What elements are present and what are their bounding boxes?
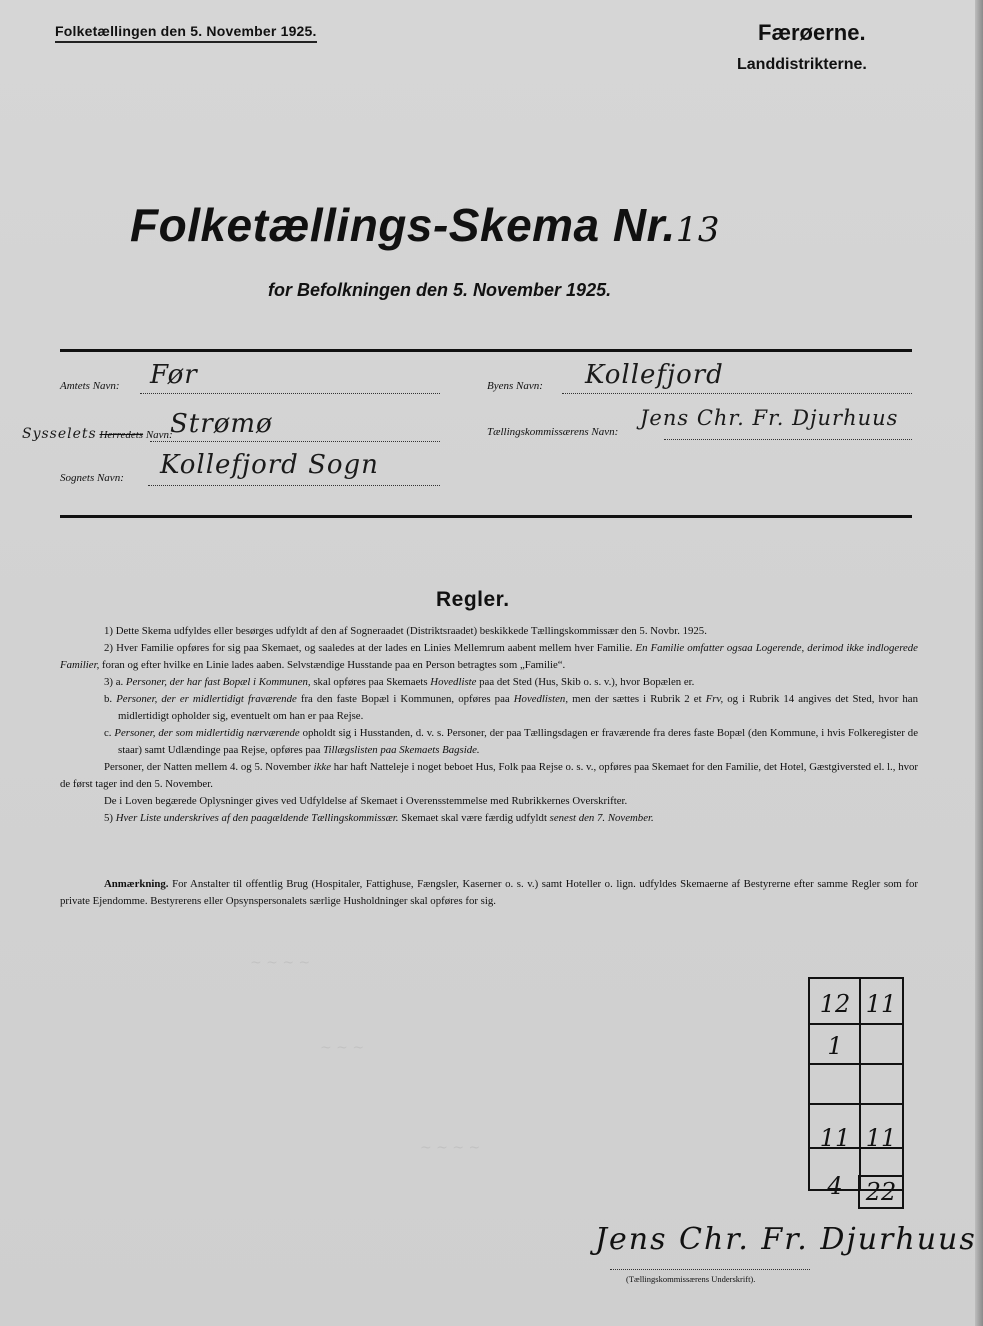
by-value: Kollefjord: [585, 360, 724, 390]
annotation-label: Anmærkning.: [104, 878, 169, 890]
rule-6-italic: Hver Liste underskrives af den paagældende Tællingskommissær.: [115, 812, 399, 824]
rule-6: [60, 810, 918, 827]
rule-3b-text-end: og i Rubrik 14 angives det Sted, hvor han midlertidigt opholder sig, eventuelt om han er paa Rejse.: [118, 693, 918, 722]
district-header: Landdistrikterne.: [737, 56, 867, 73]
bleed-through-text: ~ ~ ~ ~: [420, 1140, 481, 1156]
form-subtitle: for Befolkningen den 5. November 1925.: [268, 280, 612, 300]
kommissaer-line: [664, 438, 912, 440]
rule-3c: [60, 725, 918, 759]
amt-value: Før: [150, 360, 198, 390]
syssel-line: [150, 440, 440, 442]
rule-3c-num: c.: [104, 727, 115, 739]
rule-3a-text-end: paa det Sted (Hus, Skib o. s. v.), hvor Bopælen er.: [476, 676, 695, 688]
kommissaer-value: Jens Chr. Fr. Djurhuus: [640, 406, 899, 430]
rule-3b-italic-3: Frv,: [705, 693, 724, 705]
sogn-value: Kollefjord Sogn: [160, 450, 379, 480]
rule-3a-num: 3) a.: [104, 676, 126, 688]
amt-line: [140, 392, 440, 394]
syssel-value: Strømø: [170, 409, 273, 439]
rules-heading: Regler.: [436, 588, 510, 611]
rule-3b-text: fra den faste Bopæl i Kommunen, opføres paa: [296, 693, 514, 705]
rule-3b-italic-2: Hovedlisten,: [513, 693, 569, 705]
rule-3b-italic: Personer, der er midlertidigt fraværende: [116, 693, 297, 705]
rule-2: [60, 640, 918, 674]
region-header: Færøerne.: [758, 20, 866, 45]
by-line: [562, 392, 912, 394]
rule-2-italic: En Familie omfatter ogsaa Logerende, derimod ikke indlogerede Familier,: [60, 642, 918, 671]
rule-6-text: Skemaet skal være færdig udfyldt: [398, 812, 550, 824]
commissioner-signature: Jens Chr. Fr. Djurhuus: [595, 1222, 977, 1257]
rule-4-text-end: har haft Natteleje i noget beboet Hus, Folk paa Rejse o. s. v., opføres paa Skemaet for den Familie, det Hotel, Gæstgiversted el. l., hvor de først tager ind den 5. November.: [60, 761, 918, 790]
rule-3a-text: skal opføres paa Skemaets: [310, 676, 431, 688]
rule-3b: [60, 691, 918, 725]
tally-r2-left: 1: [827, 1032, 843, 1060]
rules-body: [60, 623, 918, 827]
sogn-label: Sognets Navn:: [60, 472, 124, 484]
syssel-struck-word: Herredets: [99, 429, 144, 441]
page-edge: [975, 0, 983, 1326]
annotation-note: [60, 876, 918, 910]
rule-2-text-end: foran og efter hvilke en Linie lades aaben. Selvstændige Husstande paa en Person betragtes som „Familie“.: [99, 659, 566, 671]
tally-row: [810, 1063, 902, 1105]
rule-3a-italic-2: Hovedliste: [430, 676, 477, 688]
tally-r4-left: 11: [819, 1124, 851, 1152]
kommissaer-label: Tællingskommissærens Navn:: [487, 426, 619, 438]
syssel-prefix-handwritten: Sysselets: [22, 426, 97, 442]
rule-4-italic: ikke: [313, 761, 332, 773]
rule-3a-italic: Personer, der har fast Bopæl i Kommunen,: [125, 676, 311, 688]
syssel-name-label: Navn:: [145, 429, 173, 441]
by-label: Byens Navn:: [487, 380, 543, 392]
form-title-text: Folketællings-Skema Nr.: [130, 199, 676, 251]
annotation-text: For Anstalter til offentlig Brug (Hospitaler, Fattighuse, Fængsler, Kaserner o. s. v.) samt Hoteller o. lign. udfyldes Skemaerne af Bestyrerne efter samme Regler som for private Ejendomme. Bestyrerens eller Opsynspersonalets særlige Husholdninger skal opføres for sig.: [60, 878, 918, 907]
bleed-through-text: ~ ~ ~ ~: [250, 955, 311, 971]
rule-4-text: Personer, der Natten mellem 4. og 5. November: [104, 761, 314, 773]
rule-6-italic-2: senest den 7. November.: [549, 812, 654, 824]
rule-3c-text: opholdt sig i Husstanden, d. v. s. Personer, der paa Tællingsdagen er fraværende fra deres faste Bopæl (den Kommune, i hvis Folkeregister de staar) samt Udlændinge paa Rejse, opføres paa: [118, 727, 918, 756]
sogn-line: [148, 484, 440, 486]
signature-line: [610, 1268, 810, 1270]
tally-r4-right: 11: [865, 1124, 897, 1152]
tally-r5-left: 4: [827, 1172, 843, 1200]
bleed-through-text: ~ ~ ~: [320, 1040, 365, 1056]
bottom-divider: [60, 515, 912, 518]
amt-label: Amtets Navn:: [60, 380, 120, 392]
tally-r1-left: 12: [819, 990, 851, 1018]
rule-3c-italic-2: Tillægslisten paa Skemaets Bagside.: [323, 744, 480, 756]
top-divider: [60, 349, 912, 352]
rule-6-num: 5): [104, 812, 116, 824]
tally-r5-right: 22: [858, 1175, 904, 1209]
tally-r1-right: 11: [865, 990, 897, 1018]
rule-1: 1) Dette Skema udfyldes eller besørges udfyldt af den af Sogneraadet (Distriktsraadet) beskikkede Tællingskommissær den 5. Novbr. 1925.: [104, 625, 707, 637]
rule-3a: [60, 674, 918, 691]
rule-3c-italic: Personer, der som midlertidig nærværende: [114, 727, 300, 739]
census-date-header: Folketællingen den 5. November 1925.: [55, 23, 317, 43]
rule-2-text: 2) Hver Familie opføres for sig paa Skemaet, og saaledes at der lades en Linies Mellemrum aabent mellem hver Familie.: [104, 642, 636, 654]
rule-3b-text-2: men der sættes i Rubrik 2 et: [568, 693, 706, 705]
rule-5: De i Loven begærede Oplysninger gives ved Udfyldelse af Skemaet i Overensstemmelse med Rubrikkernes Overskrifter.: [104, 795, 628, 807]
signature-caption: (Tællingskommissærens Underskrift).: [626, 1274, 756, 1284]
form-number-handwritten: 13: [675, 210, 721, 250]
rule-4: [60, 759, 918, 793]
rule-3b-num: b.: [104, 693, 117, 705]
form-title: [130, 198, 720, 252]
